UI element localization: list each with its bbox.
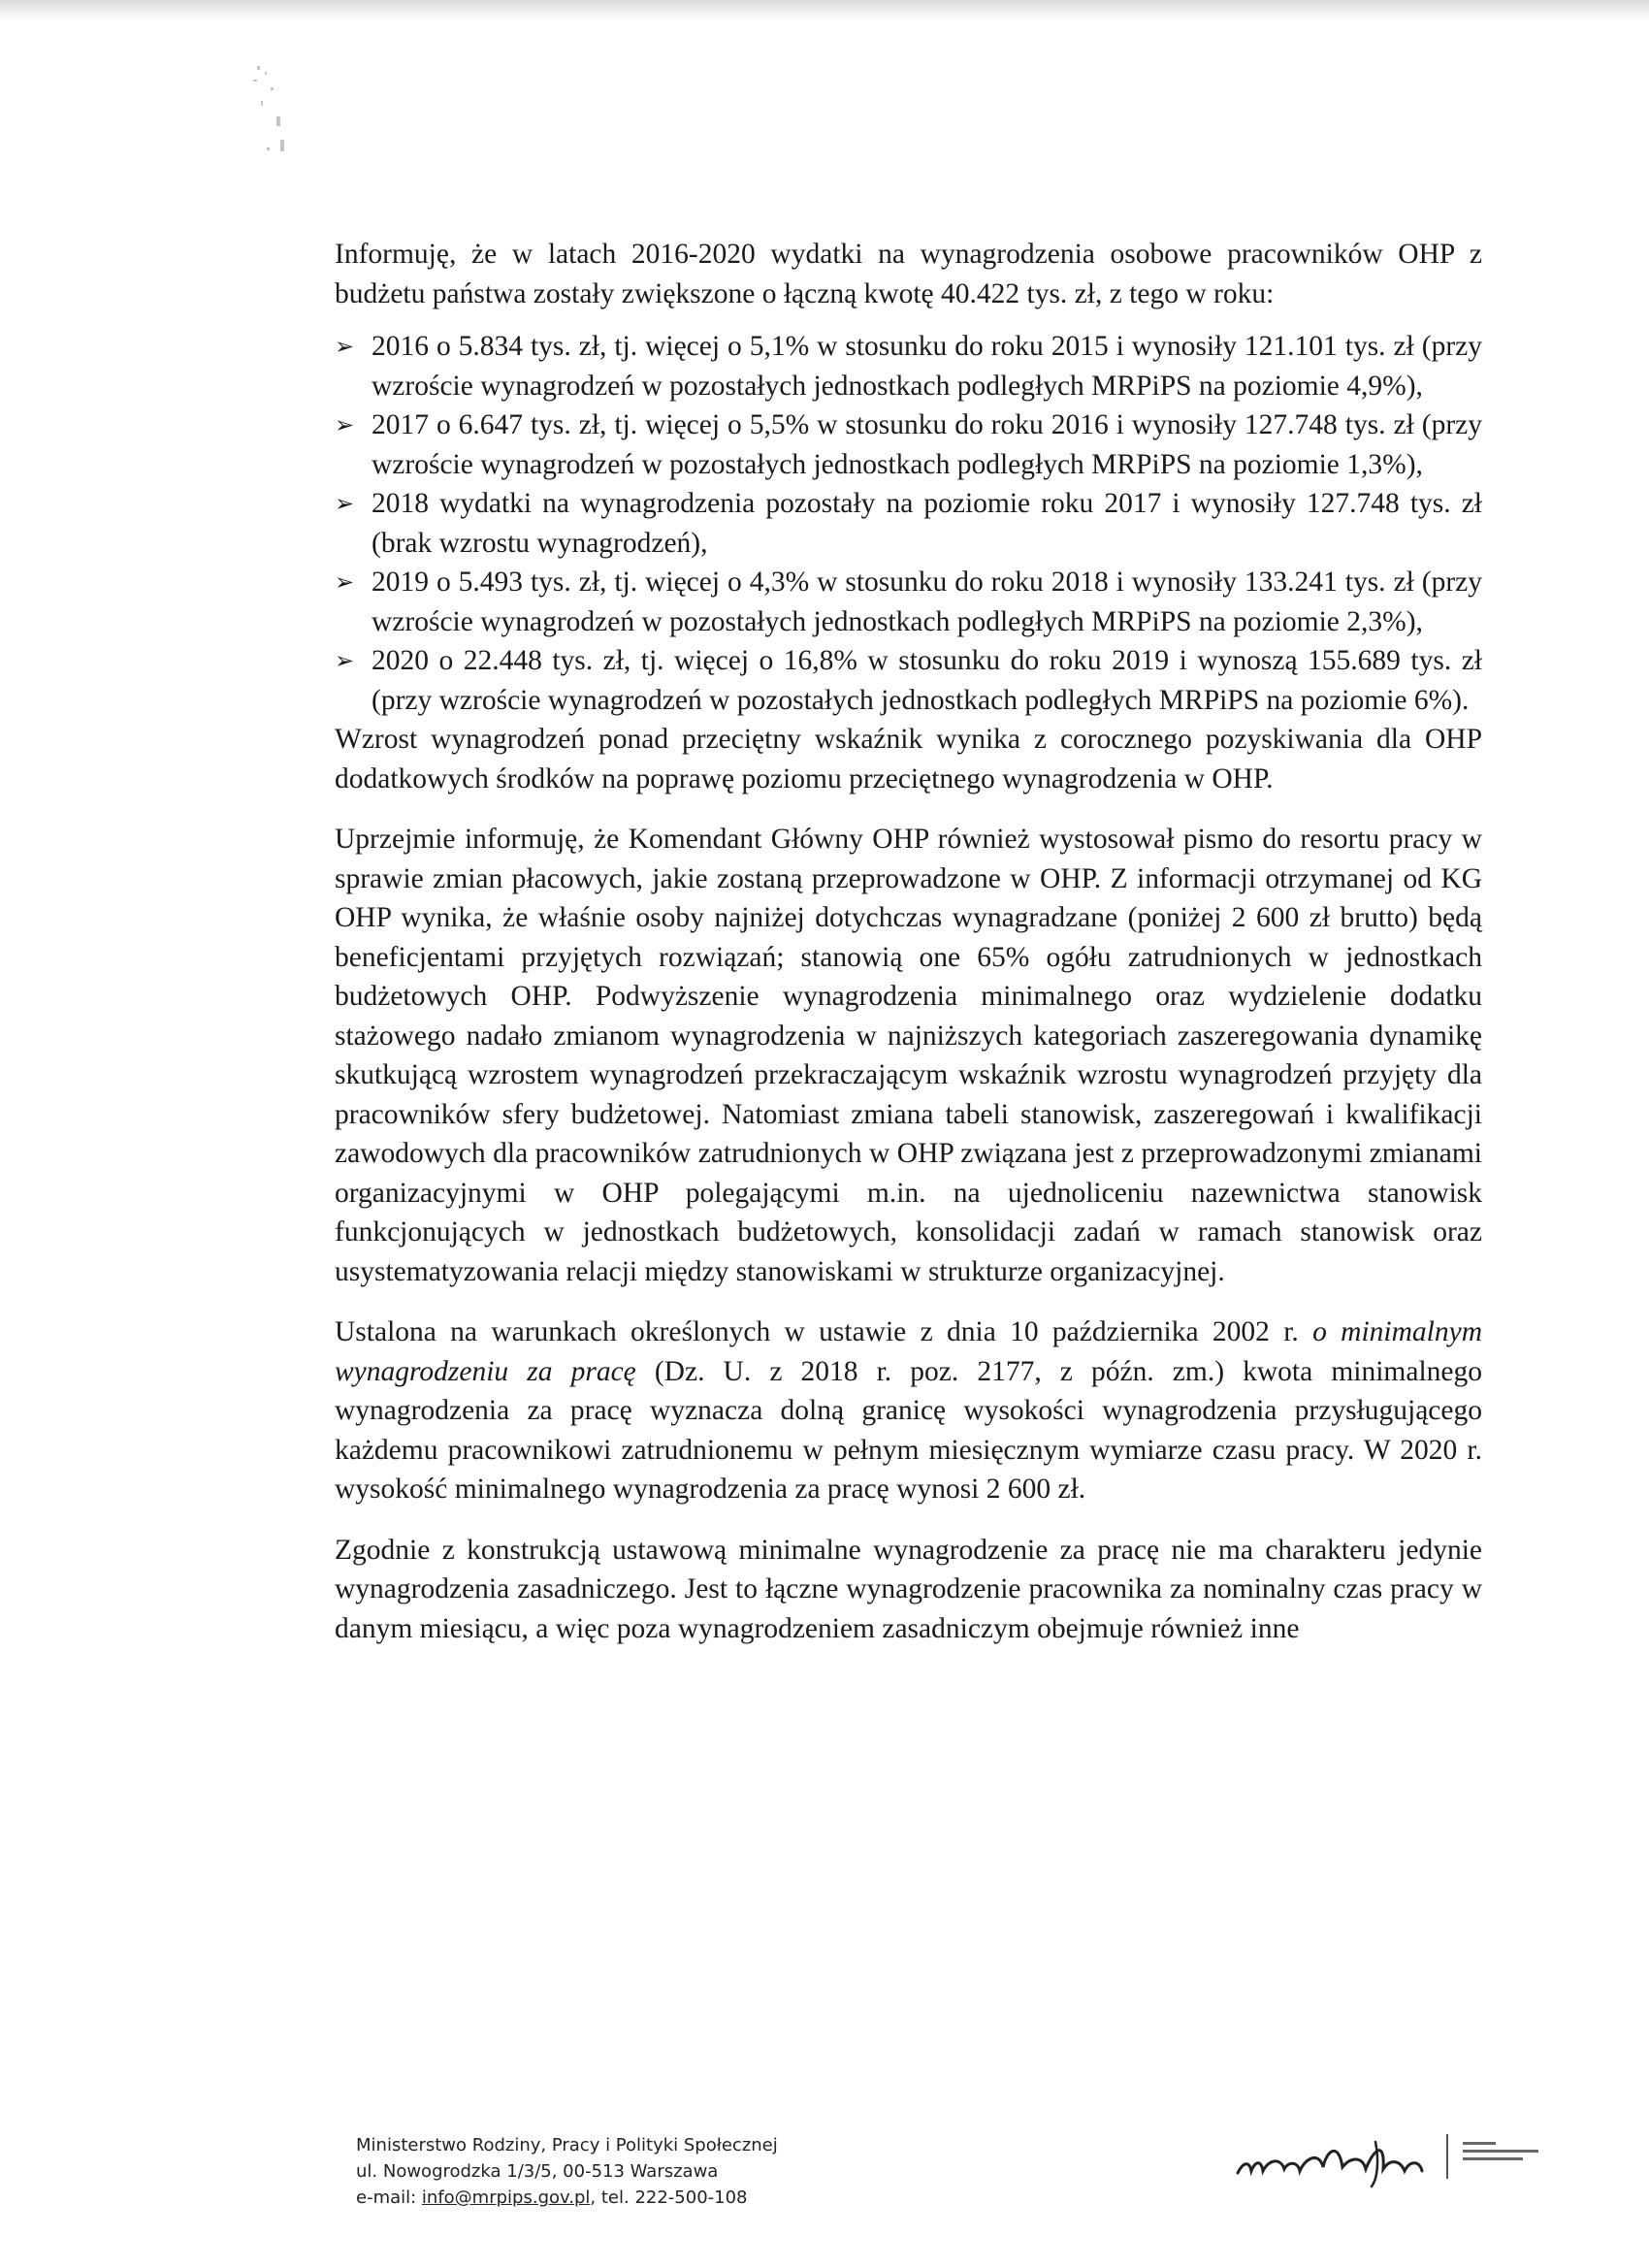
ministry-address: ul. Nowogrodzka 1/3/5, 00-513 Warszawa [356, 2161, 719, 2182]
list-item-text: 2018 wydatki na wynagrodzenia pozostały na poziomie roku 2017 i wynosiły 127.748 tys. zł (brak wzrostu wynagrodzeń), [372, 488, 1482, 559]
minimum-wage-text-before: Ustalona na warunkach określonych w ustawie z dnia 10 października 2002 r. [335, 1316, 1313, 1347]
ministry-contact [356, 2185, 778, 2211]
list-item-text: 2017 o 6.647 tys. zł, tj. więcej o 5,5% w stosunku do roku 2016 i wynosiły 127.748 tys. zł (przy wzroście wynagrodzeń w pozostałych jednostkach podległych MRPiPS na poziomie 1,3%), [372, 409, 1482, 480]
minimum-wage-paragraph [335, 1312, 1482, 1509]
ministry-footer [356, 2132, 778, 2211]
email-link[interactable]: info@mrpips.gov.pl [421, 2187, 591, 2208]
niepodlegla-logo-icon [1230, 2122, 1569, 2190]
arrowhead-bullet-icon: ➢ [335, 568, 355, 596]
arrowhead-bullet-icon: ➢ [335, 333, 355, 360]
construction-paragraph: Zgodnie z konstrukcją ustawową minimalne wynagrodzenie za pracę nie ma charakteru jedynie wynagrodzenia zasadniczego. Jest to łączne wynagrodzenie pracownika za nominalny czas pracy w danym miesiącu, a więc poza wynagrodzeniem zasadniczym obejmuje również inne [335, 1534, 1482, 1644]
list-item [335, 563, 1482, 641]
ministry-name: Ministerstwo Rodziny, Pracy i Polityki Społecznej [356, 2135, 778, 2155]
growth-note-paragraph: Wzrost wynagrodzeń ponad przeciętny wskaźnik wynika z corocznego pozyskiwania dla OHP dodatkowych środków na poprawę poziomu przeciętnego wynagrodzenia w OHP. [335, 724, 1482, 794]
arrowhead-bullet-icon: ➢ [335, 647, 355, 674]
list-item-text: 2019 o 5.493 tys. zł, tj. więcej o 4,3% w stosunku do roku 2018 i wynosiły 133.241 tys. zł (przy wzroście wynagrodzeń w pozostałych jednostkach podległych MRPiPS na poziomie 2,3%), [372, 567, 1482, 637]
yearly-increase-list [335, 327, 1482, 720]
arrowhead-bullet-icon: ➢ [335, 411, 355, 438]
act-title: o minimalnym wynagrodzeniu za pracę [335, 1316, 1482, 1387]
list-item [335, 327, 1482, 405]
phone-number: , tel. 222-500-108 [590, 2187, 748, 2208]
list-item-text: 2016 o 5.834 tys. zł, tj. więcej o 5,1% w stosunku do roku 2015 i wynosiły 121.101 tys. zł (przy wzroście wynagrodzeń w pozostałych jednostkach podległych MRPiPS na poziomie 4,9%), [372, 331, 1482, 402]
scan-artifact-icon [247, 58, 306, 165]
minimum-wage-text-after: (Dz. U. z 2018 r. poz. 2177, z późn. zm.) kwota minimalnego wynagrodzenia za pracę wyznacza dolną granicę wysokości wynagrodzenia przysługującego każdemu pracownikowi zatrudnionemu w pełnym miesięcznym wymiarze czasu pracy. W 2020 r. wysokość minimalnego wynagrodzenia za pracę wynosi 2 600 zł. [335, 1355, 1482, 1505]
list-item [335, 484, 1482, 563]
arrowhead-bullet-icon: ➢ [335, 490, 355, 517]
list-item [335, 641, 1482, 720]
list-item-text: 2020 o 22.448 tys. zł, tj. więcej o 16,8% w stosunku do roku 2019 i wynoszą 155.689 tys. zł (przy wzroście wynagrodzeń w pozostałych jednostkach podległych MRPiPS na poziomie 6%). [372, 645, 1482, 716]
commander-paragraph: Uprzejmie informuję, że Komendant Główny OHP również wystosował pismo do resortu pracy w sprawie zmian płacowych, jakie zostaną przeprowadzone w OHP. Z informacji otrzymanej od KG OHP wynika, że właśnie osoby najniżej dotychczas wynagradzane (poniżej 2 600 zł brutto) będą beneficjentami przyjętych rozwiązań; stanowią one 65% ogółu zatrudnionych w jednostkach budżetowych OHP. Podwyższenie wynagrodzenia minimalnego oraz wydzielenie dodatku stażowego nadało zmianom wynagrodzenia w najniższych kategoriach zaszeregowania dynamikę skutkującą wzrostem wynagrodzeń przekraczającym wskaźnik wzrostu wynagrodzeń przyjęty dla pracowników sfery budżetowej. Natomiast zmiana tabeli stanowisk, zaszeregowań i kwalifikacji zawodowych dla pracowników zatrudnionych w OHP związana jest z przeprowadzonymi zmianami organizacyjnymi w OHP polegającymi m.in. na ujednoliceniu nazewnictwa stanowisk funkcjonujących w jednostkach budżetowych, konsolidacji zadań w ramach stanowisk oraz usystematyzowania relacji między stanowiskami w strukturze organizacyjnej. [335, 824, 1482, 1287]
letter-body [335, 235, 1482, 1648]
scan-edge-shadow [0, 0, 1649, 21]
list-item [335, 405, 1482, 484]
intro-paragraph: Informuję, że w latach 2016-2020 wydatki na wynagrodzenia osobowe pracowników OHP z budżetu państwa zostały zwiększone o łączną kwotę 40.422 tys. zł, z tego w roku: [335, 239, 1482, 309]
email-label: e-mail: [356, 2187, 422, 2208]
